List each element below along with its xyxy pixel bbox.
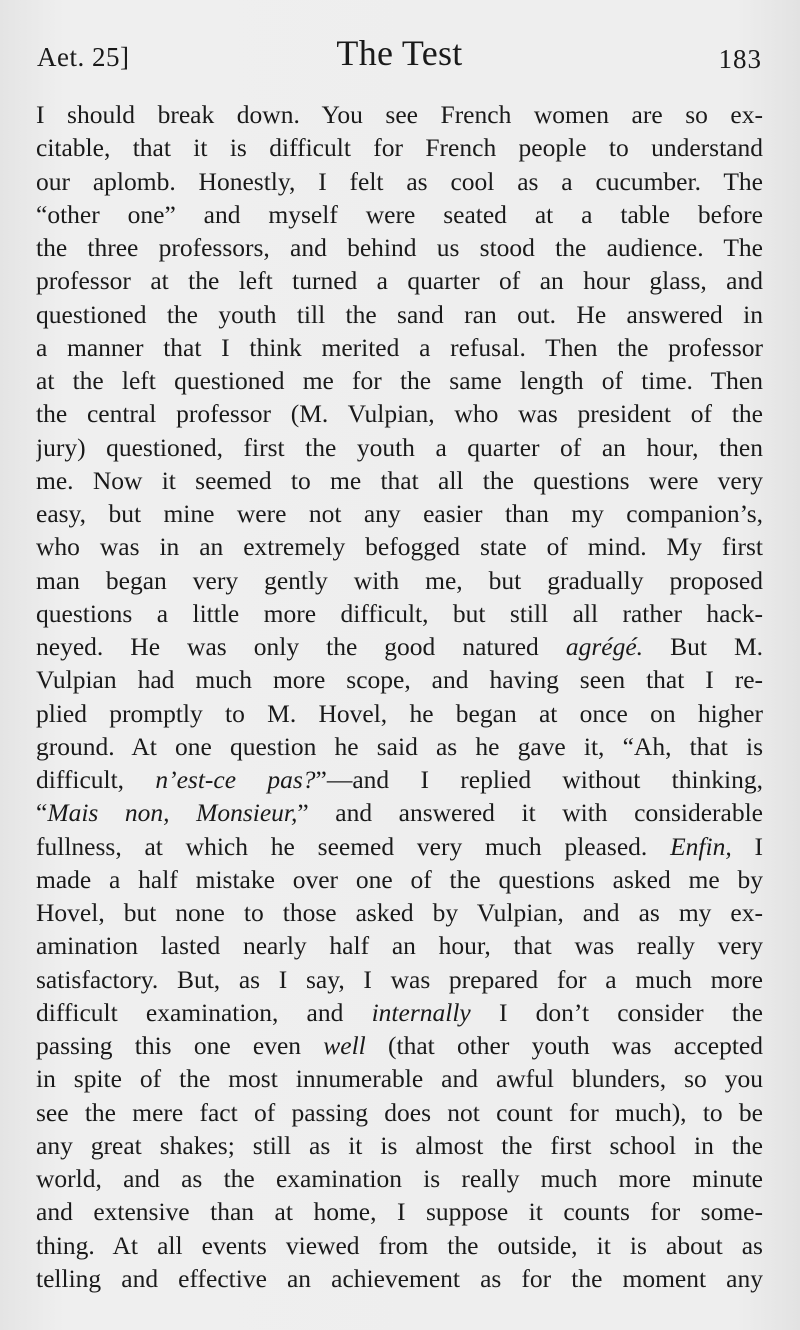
text-line xyxy=(36,464,763,497)
text-line xyxy=(36,1229,763,1262)
text-segment: fullness, at which he seemed very much pleased. xyxy=(36,831,671,861)
text-segment: any great shakes; still as it is almost the first school in the xyxy=(36,1130,763,1160)
text-line xyxy=(36,697,763,730)
text-line xyxy=(36,1029,763,1062)
text-segment: questioned the youth till the sand ran out. He answered in xyxy=(36,299,763,329)
running-head xyxy=(37,28,762,78)
text-segment: Vulpian had much more scope, and having seen that I re- xyxy=(36,665,763,695)
text-segment: see the mere fact of passing does not count for much), to be xyxy=(36,1097,763,1127)
text-segment: satisfactory. But, as I say, I was prepared for a much more xyxy=(36,964,763,994)
text-line xyxy=(36,996,763,1029)
text-segment: passing this one even xyxy=(36,1031,324,1060)
text-segment: I xyxy=(731,831,763,861)
text-line xyxy=(36,564,763,597)
text-segment: who was in an extremely befogged state of mind. My first xyxy=(36,532,763,562)
text-segment: citable, that it is difficult for French people to understand xyxy=(36,133,763,163)
text-segment: jury) questioned, first the youth a quarter of an hour, then xyxy=(36,432,763,462)
text-line xyxy=(36,530,763,563)
text-segment: amination lasted nearly half an hour, that was really very xyxy=(36,931,763,961)
text-segment: man began very gently with me, but gradually proposed xyxy=(36,565,763,595)
italic-text: well xyxy=(323,1031,366,1060)
text-line xyxy=(36,863,763,896)
text-line xyxy=(36,763,763,796)
text-segment: ground. At one question he said as he gave it, “Ah, that is xyxy=(36,731,763,761)
text-segment: I don’t consider the xyxy=(470,997,763,1027)
text-line xyxy=(36,397,763,430)
text-segment: ” and answered it with considerable xyxy=(297,798,763,828)
text-line xyxy=(36,1195,763,1228)
text-line xyxy=(36,730,763,763)
text-line xyxy=(36,630,763,663)
text-segment: a manner that I think merited a refusal. Then the professor xyxy=(36,332,763,362)
text-line xyxy=(36,1162,763,1195)
italic-text: agrégé. xyxy=(565,632,644,661)
text-line xyxy=(36,1262,763,1295)
running-head-title: The Test xyxy=(336,33,463,73)
text-segment: in spite of the most innumerable and awful blunders, so you xyxy=(36,1064,763,1094)
text-line xyxy=(36,331,763,364)
text-segment: neyed. He was only the good natured xyxy=(36,632,566,661)
italic-text: Mais non, Monsieur, xyxy=(47,798,298,828)
text-line xyxy=(36,231,763,264)
text-segment: difficult examination, and xyxy=(36,997,372,1027)
text-segment: “other one” and myself were seated at a table before xyxy=(36,199,763,229)
text-segment: easy, but mine were not any easier than my companion’s, xyxy=(36,499,763,528)
text-segment: ”—and I replied without thinking, xyxy=(315,765,763,794)
body-text xyxy=(36,98,763,1295)
text-line xyxy=(36,1062,763,1095)
text-segment: the three professors, and behind us stood the audience. The xyxy=(36,233,763,262)
text-line xyxy=(36,165,763,198)
text-segment: But M. xyxy=(643,632,763,661)
page-number: 183 xyxy=(718,44,762,74)
text-segment: Hovel, but none to those asked by Vulpian, and as my ex- xyxy=(36,898,763,927)
text-line xyxy=(36,929,763,962)
text-line xyxy=(36,298,763,331)
text-segment: I should break down. You see French women are so ex- xyxy=(36,100,763,129)
text-line xyxy=(36,264,763,297)
italic-text: internally xyxy=(371,997,471,1027)
text-segment: the central professor (M. Vulpian, who was president of the xyxy=(36,399,763,429)
text-segment: our aplomb. Honestly, I felt as cool as a cucumber. The xyxy=(36,166,763,196)
text-segment: (that other youth was accepted xyxy=(365,1031,763,1060)
text-line xyxy=(36,896,763,929)
text-line xyxy=(36,663,763,696)
text-line xyxy=(36,597,763,630)
text-line xyxy=(36,98,763,131)
running-head-left: Aet. 25] xyxy=(37,42,130,72)
text-segment: and extensive than at home, I suppose it counts for some- xyxy=(36,1197,763,1227)
text-line xyxy=(36,198,763,231)
italic-text: Enfin, xyxy=(670,831,732,861)
text-segment: difficult, xyxy=(36,765,156,794)
text-line xyxy=(36,431,763,464)
text-segment: questions a little more difficult, but still all rather hack- xyxy=(36,598,763,628)
text-segment: me. Now it seemed to me that all the questions were very xyxy=(36,465,763,495)
text-segment: made a half mistake over one of the questions asked me by xyxy=(36,864,763,894)
text-segment: telling and effective an achievement as for the moment any xyxy=(36,1263,763,1293)
text-line xyxy=(36,364,763,397)
text-segment: thing. At all events viewed from the outside, it is about as xyxy=(36,1230,763,1260)
text-segment: world, and as the examination is really much more minute xyxy=(36,1164,763,1193)
text-line xyxy=(36,1129,763,1162)
text-line xyxy=(36,497,763,530)
text-line xyxy=(36,796,763,829)
text-segment: plied promptly to M. Hovel, he began at once on higher xyxy=(36,698,763,728)
text-line xyxy=(36,963,763,996)
text-line xyxy=(36,131,763,164)
text-segment: “ xyxy=(36,798,48,828)
italic-text: n’est-ce pas? xyxy=(155,765,316,794)
text-segment: at the left questioned me for the same length of time. Then xyxy=(36,366,763,395)
text-line xyxy=(36,830,763,863)
text-segment: professor at the left turned a quarter of an hour glass, and xyxy=(36,266,763,296)
text-line xyxy=(36,1096,763,1129)
